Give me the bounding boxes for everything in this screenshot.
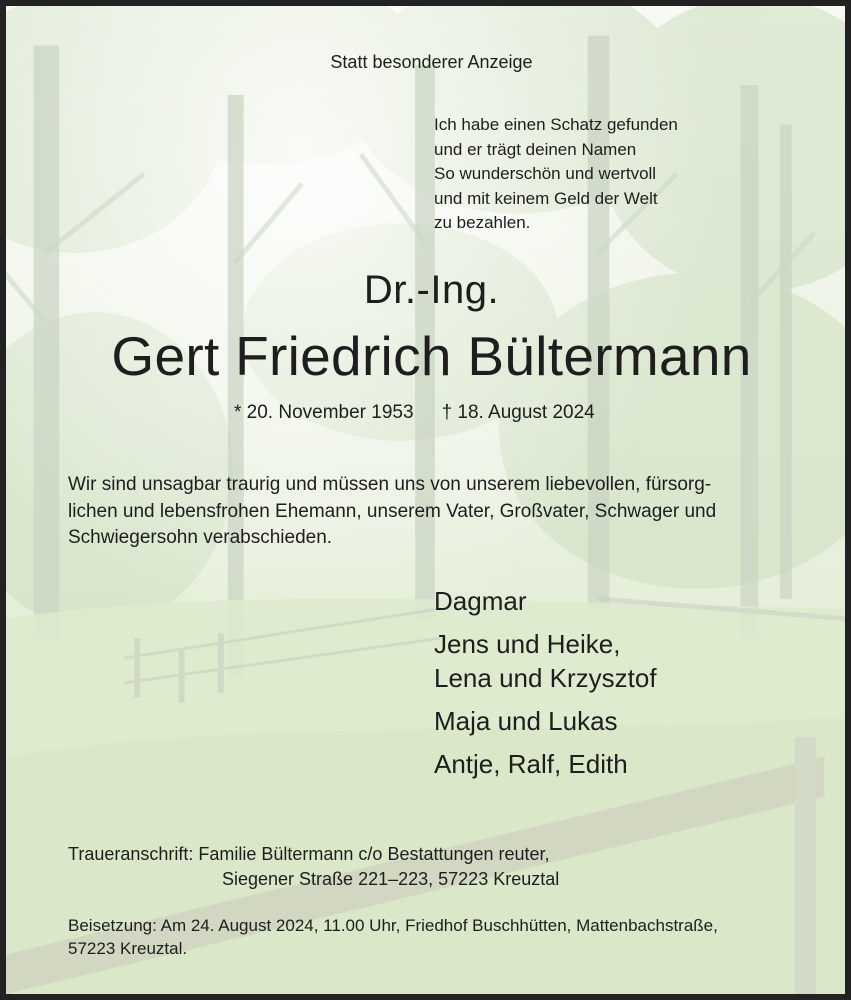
mourning-address [68,842,559,892]
poem-line: zu bezahlen. [434,213,531,232]
burial-info [68,914,718,960]
death-date: † 18. August 2024 [441,402,595,423]
poem-line: und er trägt deinen Namen [434,139,637,159]
poem-line: So wunderschön und wertvoll [434,164,657,183]
message-line: lichen und lebensfrohen Ehemann, unserem Vater, Großvater, Schwager und [68,500,717,522]
deceased-name: Gert Friedrich Bültermann [111,325,752,387]
poem-line: Ich habe einen Schatz gefunden [434,115,678,134]
address-line: Siegener Straße 221–223, 57223 Kreuztal [222,869,560,889]
family-member: Dagmar [434,586,527,616]
family-member: Jens und Heike, [434,629,621,659]
family-group [434,704,657,738]
notice-content [6,6,845,994]
poem-line: und mit keinem Geld der Welt [434,188,658,208]
family-signatures [434,584,657,790]
life-dates [234,402,595,424]
message-line: Wir sind unsagbar traurig und müssen uns von unserem liebevollen, fürsorg- [68,474,712,495]
poem [434,113,678,236]
address-line: Traueranschrift: Familie Bültermann c/o Bestattungen reuter, [68,844,550,864]
header-note: Statt besonderer Anzeige [330,52,533,72]
family-member: Antje, Ralf, Edith [434,749,628,779]
family-group [434,627,657,695]
mourning-message [68,472,796,552]
academic-title: Dr.-Ing. [363,268,500,312]
burial-line: 57223 Kreuztal. [68,939,188,958]
family-member: Lena und Krzysztof [434,663,657,693]
family-member: Maja und Lukas [434,706,618,736]
burial-line: Beisetzung: Am 24. August 2024, 11.00 Uhr, Friedhof Buschhütten, Mattenbachstraße, [68,916,718,935]
birth-date: * 20. November 1953 [234,402,414,423]
message-line: Schwiegersohn verabschieden. [68,527,333,548]
family-group [434,584,657,618]
family-group [434,747,657,781]
